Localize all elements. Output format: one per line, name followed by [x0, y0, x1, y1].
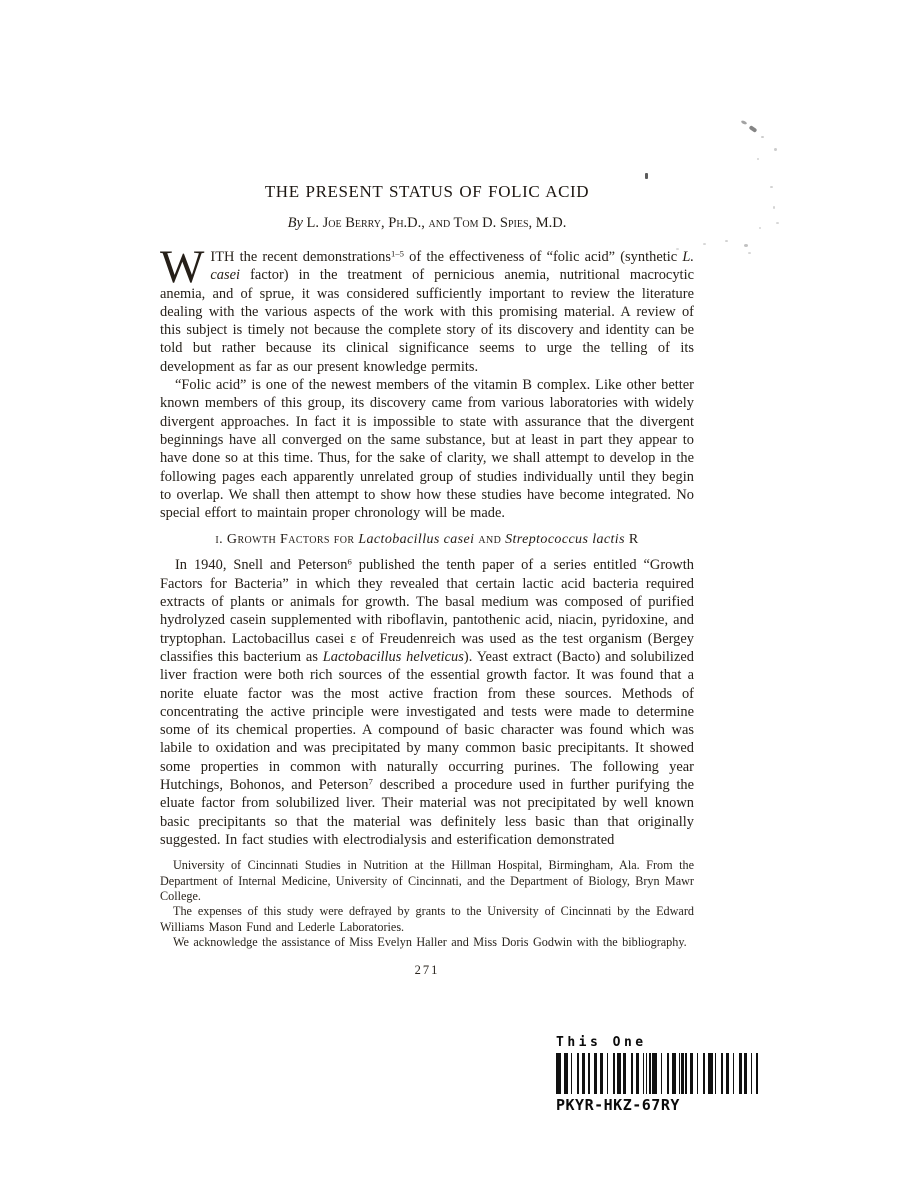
scan-artifact — [761, 136, 764, 138]
scan-artifact — [749, 125, 758, 133]
scan-artifact — [774, 148, 777, 151]
library-stamp — [556, 1035, 758, 1114]
scan-artifact — [759, 227, 761, 229]
scan-artifact — [744, 244, 748, 247]
paragraph-intro-1 — [160, 241, 694, 376]
scan-artifact — [703, 243, 706, 245]
scan-artifact — [757, 158, 759, 160]
scan-artifact — [645, 173, 648, 179]
paragraph-section-1: In 1940, Snell and Peterson$^6$ published the tenth paper of a series entitled “Growth Factors for Bacteria” in which they revealed that certain lactic acid bacteria required extracts of plants or animals for growth. The basal medium was composed of purified hydrolyzed casein supplemented with riboflavin, pantothenic acid, niacin, pyridoxine, and tryptophan. Lactobacillus casei ε of Freudenreich was used as the test organism (Bergey classifies this bacterium as Lactobacillus helveticus). Yeast extract (Bacto) and solubilized liver fraction were both rich sources of the essential growth factor. It was found that a norite eluate factor was the most active fraction from these sources. Methods of concentrating the active principle were investigated and tests were made to determine some of its chemical properties. A compound of basic character was found which was labile to oxidation and was precipitated by many common basic precipitants. It showed some properties in common with naturally occurring purines. The following year Hutchings, Bohonos, and Peterson$^7$ described a procedure used in further purifying the eluate factor from solubilized liver. Their material was not precipitated by well known basic precipitants so that the material was definitely less basic than that originally suggested. In fact studies with electrodialysis and esterification demonstrated — [160, 557, 695, 848]
barcode-icon — [556, 1053, 758, 1094]
scan-artifact — [770, 186, 773, 188]
section-heading: i. Growth Factors for Lactobacillus casei and Streptococcus lactis R — [215, 532, 639, 548]
page-number: 271 — [414, 962, 440, 977]
footnotes-block — [160, 858, 694, 950]
paragraph-intro-2: “Folic acid” is one of the newest members of the vitamin B complex. Like other better known members of this group, its discovery came from various laboratories with widely divergent approaches. In fact it is impossible to state with assurance that the divergent beginnings have all converged on the same substance, but at least in part they appear to have done so at this time. Thus, for the sake of clarity, we shall attempt to develop in the following pages each apparently unrelated group of studies individually until they begin to overlap. We shall then attempt to show how these studies have become integrated. No special effort to maintain proper chronology will be made. — [160, 377, 694, 522]
paper-title: THE PRESENT STATUS OF FOLIC ACID — [264, 182, 590, 201]
dropcap-letter: W — [160, 241, 205, 293]
scan-artifact — [773, 206, 775, 209]
scan-artifact — [748, 252, 751, 254]
scan-artifact — [741, 120, 748, 125]
footnote-funding: The expenses of this study were defrayed by grants to the University of Cincinnati by the Edward Williams Mason Fund and Lederle Laboratories. — [160, 904, 694, 934]
text-column — [160, 182, 694, 978]
scan-artifact — [725, 240, 728, 242]
footnote-affiliation: University of Cincinnati Studies in Nutrition at the Hillman Hospital, Birmingham, Ala. From the Department of Internal Medicine, University of Cincinnati, and the Department of Biology, Bryn Mawr College. — [160, 858, 694, 904]
scan-artifact — [776, 222, 779, 224]
barcode-code-text: PKYR-HKZ-67RY — [556, 1096, 680, 1114]
footnote-acknowledgement: We acknowledge the assistance of Miss Evelyn Haller and Miss Doris Godwin with the bibliography. — [173, 935, 687, 950]
stamp-label: This One — [556, 1035, 647, 1050]
paper-byline: By L. Joe Berry, Ph.D., and Tom D. Spies, M.D. — [287, 215, 567, 231]
paragraph-text: ITH the recent demonstrations$^{1-5}$ of the effectiveness of “folic acid” (synthetic L. casei factor) in the treatment of pernicious anemia, nutritional macrocytic anemia, and of sprue, it was considered sufficiently important to review the literature dealing with the various aspects of the work with this promising material. A review of this subject is timely not because the complete story of its discovery and identity can be told but rather because its clinical significance seems to urge the telling of its development as far as our present knowledge permits. — [160, 248, 694, 375]
